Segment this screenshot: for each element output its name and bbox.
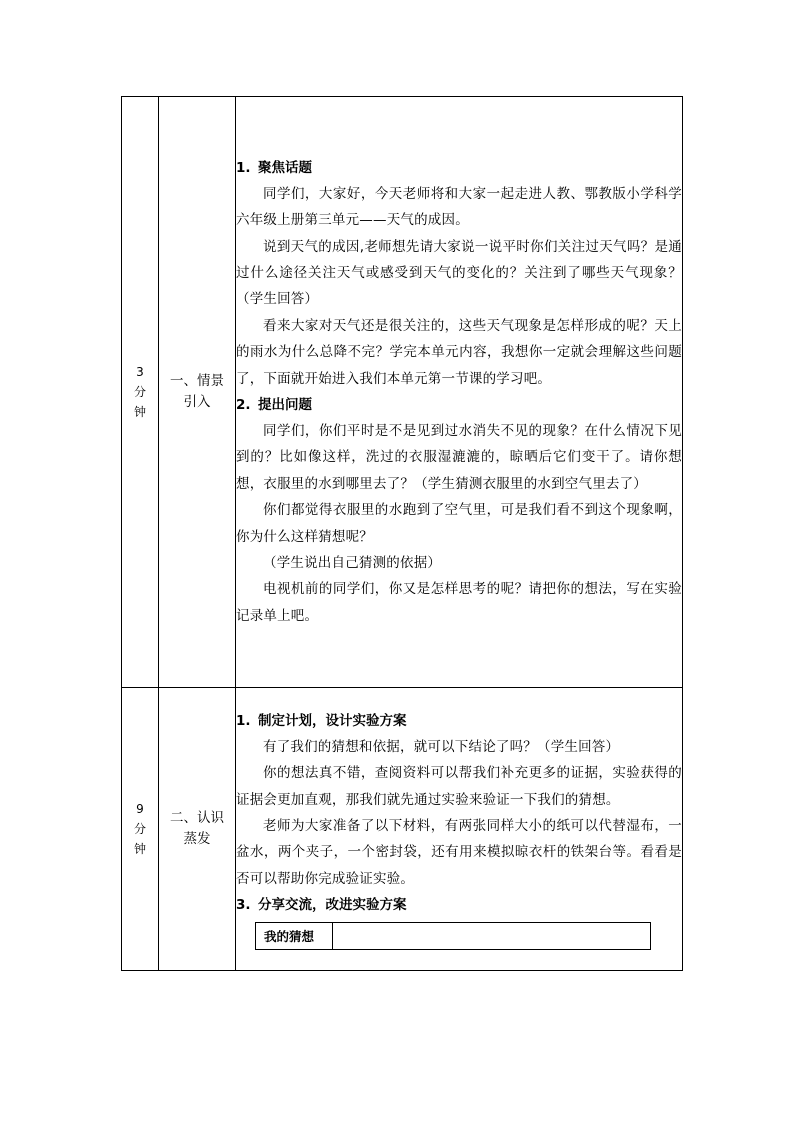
record-label: 我的猜想 [256, 923, 333, 950]
time-cell [122, 97, 159, 688]
time-line: 钟 [133, 842, 146, 856]
section-heading [236, 392, 682, 418]
section-number: 1. [236, 159, 251, 176]
section-number: 2. [236, 397, 251, 413]
stage-line: 引入 [183, 394, 211, 410]
stage-line: 蒸发 [183, 831, 211, 847]
table-row [256, 923, 651, 950]
paragraph: 同学们，大家好，今天老师将和大家一起走进人教、鄂教版小学科学六年级上册第三单元——天气的成因。 [236, 185, 682, 229]
lesson-plan-table [121, 96, 683, 971]
table-row [122, 688, 683, 971]
section-heading [236, 708, 682, 734]
section-heading [236, 155, 682, 181]
paragraph: 电视机前的同学们，你又是怎样思考的呢？请把你的想法，写在实验记录单上吧。 [236, 581, 682, 624]
record-value-cell[interactable] [333, 923, 651, 950]
time-cell [122, 688, 159, 971]
paragraph: 你的想法真不错，查阅资料可以帮我们补充更多的证据，实验获得的证据会更加直观，那我们就先通过实验来验证一下我们的猜想。 [236, 765, 682, 808]
table-row [122, 97, 683, 688]
section-title: 制定计划，设计实验方案 [258, 712, 407, 729]
stage-line: 二、认识 [170, 810, 224, 826]
section-title: 提出问题 [258, 397, 312, 413]
section-heading [236, 892, 682, 918]
time-line: 3 [136, 365, 144, 379]
record-table [255, 922, 651, 950]
paragraph: 有了我们的猜想和依据，就可以下结论了吗？（学生回答） [263, 738, 620, 755]
section-number: 1. [236, 712, 251, 729]
paragraph: 说到天气的成因,老师想先请大家说一说平时你们关注过天气吗？是通过什么途径关注天气或感受到天气的变化的？关注到了哪些天气现象？（学生回答） [236, 238, 682, 308]
content-cell [236, 97, 683, 688]
time-line: 9 [136, 802, 144, 816]
time-line: 分 [133, 385, 146, 399]
paragraph: 老师为大家准备了以下材料，有两张同样大小的纸可以代替湿布，一盆水，两个夹子，一个密封袋，还有用来模拟晾衣杆的铁架台等。看看是否可以帮助你完成验证实验。 [236, 818, 682, 887]
section-title: 聚焦话题 [258, 159, 312, 176]
stage-cell [159, 97, 236, 688]
time-line: 钟 [133, 405, 146, 419]
paragraph: （学生说出自己猜测的依据） [263, 555, 442, 572]
paragraph: 你们都觉得衣服里的水跑到了空气里，可是我们看不到这个现象啊，你为什么这样猜想呢？ [236, 502, 682, 545]
content-cell [236, 688, 683, 971]
stage-line: 一、情景 [170, 373, 224, 389]
paragraph: 看来大家对天气还是很关注的，这些天气现象是怎样形成的呢？天上的雨水为什么总降不完？学完本单元内容，我想你一定就会理解这些问题了，下面就开始进入我们本单元第一节课的学习吧。 [236, 317, 682, 387]
stage-cell [159, 688, 236, 971]
section-title: 分享交流，改进实验方案 [258, 897, 407, 914]
section-number: 3. [236, 897, 251, 914]
paragraph: 同学们，你们平时是不是见到过水消失不见的现象？在什么情况下见到的？比如像这样，洗过的衣服湿漉漉的，晾晒后它们变干了。请你想想，衣服里的水到哪里去了？（学生猜测衣服里的水到空气里去了） [236, 423, 682, 492]
time-line: 分 [133, 822, 146, 836]
